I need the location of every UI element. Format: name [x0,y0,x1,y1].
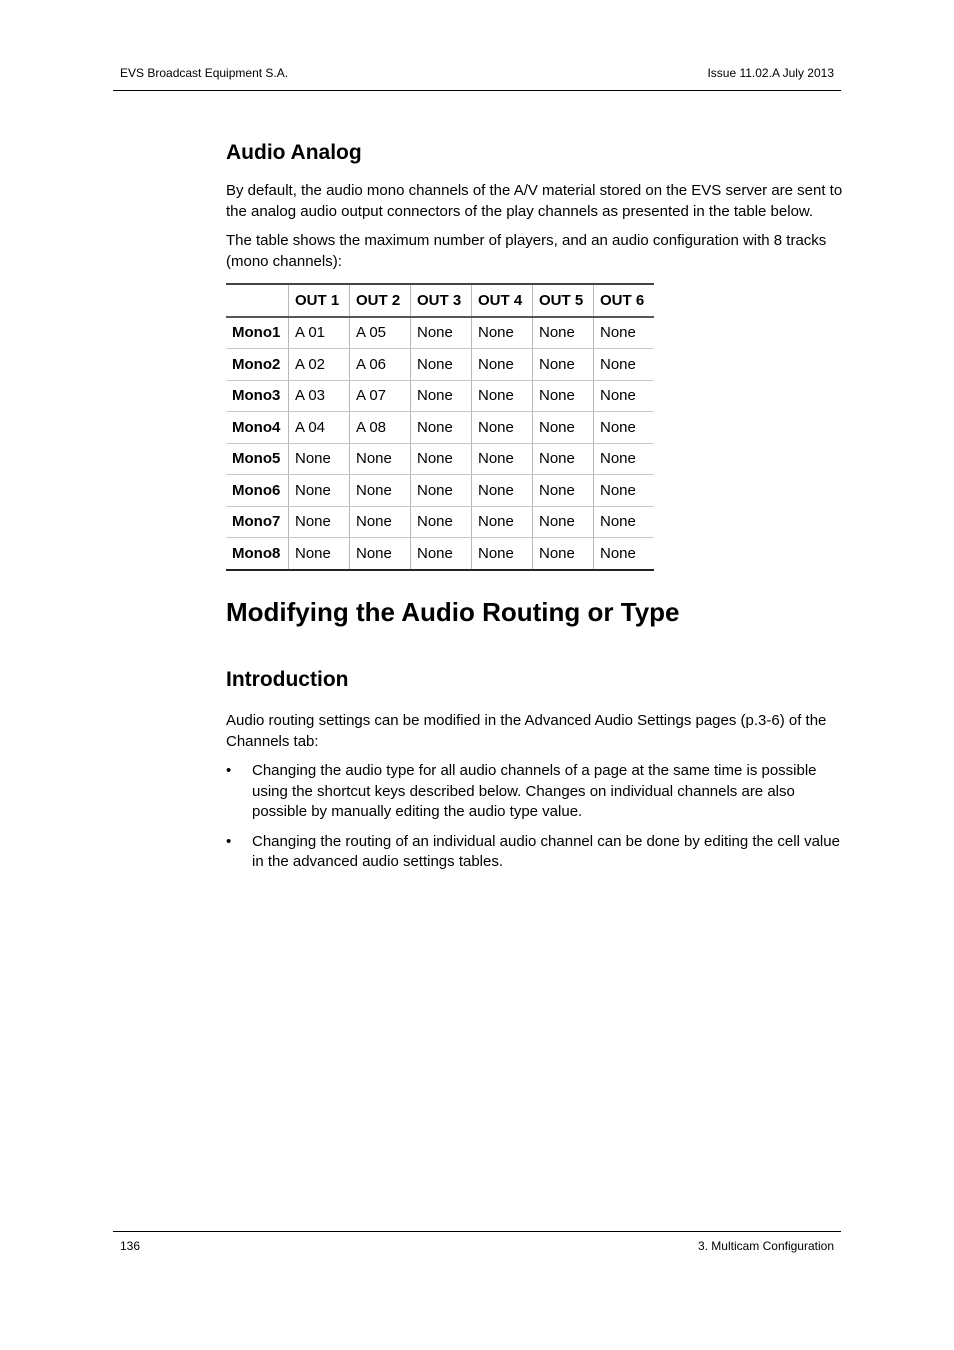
table-cell: None [411,538,472,570]
table-cell: None [533,349,594,381]
audio-routing-table [226,283,654,571]
table-row-label: Mono2 [226,349,289,381]
table-cell: None [594,506,655,538]
table-cell: None [472,380,533,412]
table-cell: None [472,475,533,507]
table-row [226,317,654,349]
table-header-cell: OUT 5 [533,284,594,317]
table-cell: None [533,317,594,349]
table-row-label: Mono6 [226,475,289,507]
table-cell: A 05 [350,317,411,349]
table-cell: None [350,475,411,507]
footer-section: 3. Multicam Configuration [697,1239,834,1253]
paragraph-introduction: Audio routing settings can be modified in the Advanced Audio Settings pages (p.3-6) of the Channels tab: [226,712,827,750]
table-cell: None [594,349,655,381]
header-company: EVS Broadcast Equipment S.A. [120,66,289,80]
table-header-cell: OUT 3 [411,284,472,317]
page-section-title: Modifying the Audio Routing or Type [226,596,680,627]
table-row [226,412,654,444]
table-cell: None [533,443,594,475]
table-cell: None [411,349,472,381]
table-cell: None [411,443,472,475]
table-row-label: Mono8 [226,538,289,570]
table-cell: None [350,506,411,538]
table-cell: None [350,443,411,475]
bullet-marker: • [226,832,232,850]
table-cell: None [289,538,350,570]
page-content [226,140,844,882]
table-cell: None [289,475,350,507]
table-cell: None [411,317,472,349]
list-item-text: Changing the routing of an individual audio channel can be done by editing the cell value in the advanced audio settings tables. [252,832,840,871]
paragraph-table-intro: The table shows the maximum number of players, and an audio configuration with 8 tracks (mono channels): [226,232,827,270]
list-item [226,832,844,873]
table-cell: None [411,380,472,412]
table-header-row [226,284,654,317]
table-header-cell: OUT 2 [350,284,411,317]
table-cell: None [594,317,655,349]
table-header-cell: OUT 4 [472,284,533,317]
table-row [226,475,654,507]
table-cell: None [472,412,533,444]
table-cell: None [472,538,533,570]
table-row [226,349,654,381]
bullet-list [226,761,844,873]
list-item [226,761,844,823]
table-cell: A 07 [350,380,411,412]
table-body [226,317,654,570]
page-footer [113,1231,841,1253]
section-heading-audio-analog: Audio Analog [226,141,362,164]
table-cell: None [594,380,655,412]
table-cell: None [594,475,655,507]
bullet-marker: • [226,762,232,780]
table-cell: A 03 [289,380,350,412]
table-cell: None [533,475,594,507]
table-cell: None [289,443,350,475]
paragraph-default-routing: By default, the audio mono channels of the A/V material stored on the EVS server are sent to the analog audio output connectors of the play channels as presented in the table below. [226,182,843,220]
table-row-label: Mono4 [226,412,289,444]
table-cell: None [533,506,594,538]
header-issue: Issue 11.02.A July 2013 [707,66,834,80]
list-item-text: Changing the audio type for all audio channels of a page at the same time is possible using the shortcut keys described below. Changes on individual channels are also possible by manually editing the audio type value. [252,762,817,821]
table-cell: None [594,412,655,444]
table-cell: None [411,475,472,507]
table-cell: None [600,544,636,562]
table-cell: A 08 [350,412,411,444]
table-cell: A 01 [289,317,350,349]
table-header-cell: OUT 6 [594,284,655,317]
table-row-label: Mono5 [226,443,289,475]
table-cell: None [350,538,411,570]
table-header-cell: OUT 1 [289,284,350,317]
page-header [113,60,841,91]
table-header-cell [226,284,289,317]
table-cell: None [472,349,533,381]
table-row [226,443,654,475]
table-cell: None [533,380,594,412]
table-cell: None [411,506,472,538]
table-row-label: Mono1 [226,317,289,349]
section-heading-introduction: Introduction [226,667,349,691]
table-cell: None [472,317,533,349]
table-row-label: Mono3 [226,380,289,412]
table-row [226,506,654,538]
table-row [226,538,654,570]
table-row-label: Mono7 [226,506,289,538]
table-cell: A 04 [289,412,350,444]
table-cell: None [472,443,533,475]
table-cell: None [533,538,594,570]
footer-page-number: 136 [120,1239,141,1253]
table-cell: None [594,443,655,475]
table-cell: None [289,506,350,538]
table-cell: None [533,412,594,444]
table-cell: A 06 [350,349,411,381]
table-row [226,380,654,412]
table-cell: None [472,506,533,538]
table-cell: None [411,412,472,444]
table-cell: A 02 [289,349,350,381]
